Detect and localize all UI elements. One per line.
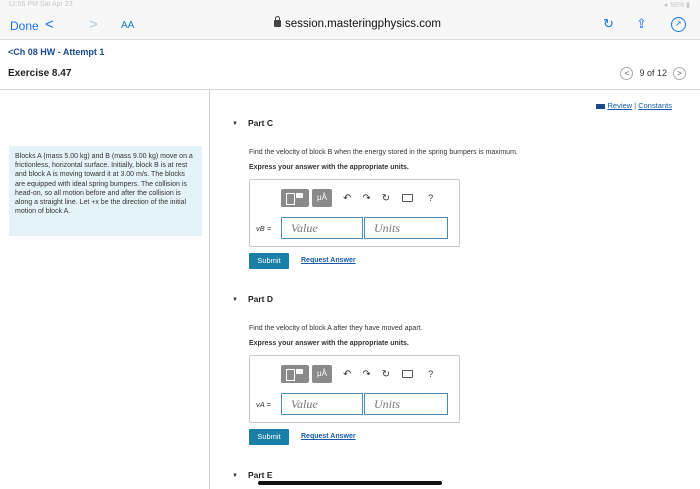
undo-icon[interactable]: ↶ <box>343 368 352 380</box>
links-separator: | <box>634 101 637 110</box>
reload-icon[interactable]: ↻ <box>603 16 614 31</box>
text-size-button[interactable]: AA <box>121 20 135 31</box>
part-c-math-toolbar <box>281 189 433 207</box>
part-d-submit-button[interactable]: Submit <box>249 429 289 445</box>
templates-icon[interactable] <box>281 189 309 207</box>
templates-icon[interactable] <box>281 365 309 383</box>
review-link[interactable]: Review <box>607 101 633 110</box>
part-c-title: Part C <box>247 118 273 128</box>
prev-item-button[interactable]: < <box>620 67 633 80</box>
redo-icon[interactable]: ↷ <box>362 368 371 380</box>
part-d-variable-label: vA = <box>256 400 271 409</box>
breadcrumb[interactable]: <Ch 08 HW - Attempt 1 <box>8 47 105 57</box>
status-bar <box>0 0 700 10</box>
home-indicator[interactable] <box>258 481 442 485</box>
column-divider <box>209 90 210 489</box>
part-c-units-input[interactable]: Units <box>364 217 448 239</box>
lock-icon <box>274 20 281 27</box>
units-symbol-button[interactable]: μÅ <box>312 365 332 383</box>
reset-icon[interactable]: ↻ <box>381 192 391 204</box>
part-c-header[interactable] <box>232 118 273 128</box>
status-battery: ● 96% ▮ <box>664 2 690 9</box>
part-c-variable-label: vB = <box>256 224 272 233</box>
part-c-value-input[interactable]: Value <box>281 217 363 239</box>
part-e-header[interactable] <box>232 470 273 480</box>
review-links <box>596 101 672 110</box>
keyboard-icon[interactable] <box>402 370 413 378</box>
header-divider <box>0 89 700 90</box>
units-symbol-button[interactable]: μÅ <box>312 189 332 207</box>
constants-link[interactable]: Constants <box>638 101 672 110</box>
collapse-triangle-icon: ▼ <box>232 120 238 127</box>
reset-icon[interactable]: ↻ <box>381 368 391 380</box>
problem-statement: Blocks A (mass 5.00 kg) and B (mass 9.00 kg) move on a frictionless, horizontal surface. Initially, block B is at rest and block A is moving toward it at 3.00 m/s. The blocks are equipped with ideal spring bumpers. The collision is head-on, so all motion before and after the collision is along a straight line. Let +x be the direction of the initial motion of block A. <box>9 146 202 236</box>
part-c-request-answer-link[interactable]: Request Answer <box>301 257 356 264</box>
review-icon <box>596 104 605 109</box>
pager <box>620 66 686 80</box>
keyboard-icon[interactable] <box>402 194 413 202</box>
status-time: 12:56 PM Sat Apr 23 <box>8 1 73 8</box>
pager-text: 9 of 12 <box>639 68 667 78</box>
undo-icon[interactable]: ↶ <box>343 192 352 204</box>
part-d-value-input[interactable]: Value <box>281 393 363 415</box>
part-d-question: Find the velocity of block A after they have moved apart. <box>249 325 423 332</box>
part-c-question: Find the velocity of block B when the energy stored in the spring bumpers is maximum. <box>249 149 518 156</box>
compass-icon[interactable]: ➚ <box>671 17 686 32</box>
forward-button[interactable]: > <box>89 16 98 33</box>
part-d-header[interactable] <box>232 294 273 304</box>
part-e-title: Part E <box>247 470 273 480</box>
part-d-title: Part D <box>247 294 273 304</box>
collapse-triangle-icon: ▼ <box>232 296 238 303</box>
browser-toolbar <box>0 0 700 40</box>
page-title: Exercise 8.47 <box>8 68 72 79</box>
share-icon[interactable]: ⇪ <box>636 16 647 31</box>
part-c-instruction: Express your answer with the appropriate units. <box>249 164 409 171</box>
redo-icon[interactable]: ↷ <box>362 192 371 204</box>
collapse-triangle-icon: ▼ <box>232 472 238 479</box>
back-button[interactable]: < <box>45 16 54 33</box>
part-d-units-input[interactable]: Units <box>364 393 448 415</box>
part-d-math-toolbar <box>281 365 433 383</box>
next-item-button[interactable]: > <box>673 67 686 80</box>
part-d-request-answer-link[interactable]: Request Answer <box>301 433 356 440</box>
done-button[interactable]: Done <box>10 19 39 33</box>
address-bar[interactable]: session.masteringphysics.com <box>285 18 441 30</box>
part-c-submit-button[interactable]: Submit <box>249 253 289 269</box>
help-icon[interactable]: ? <box>428 193 434 203</box>
part-d-instruction: Express your answer with the appropriate units. <box>249 340 409 347</box>
help-icon[interactable]: ? <box>428 369 434 379</box>
